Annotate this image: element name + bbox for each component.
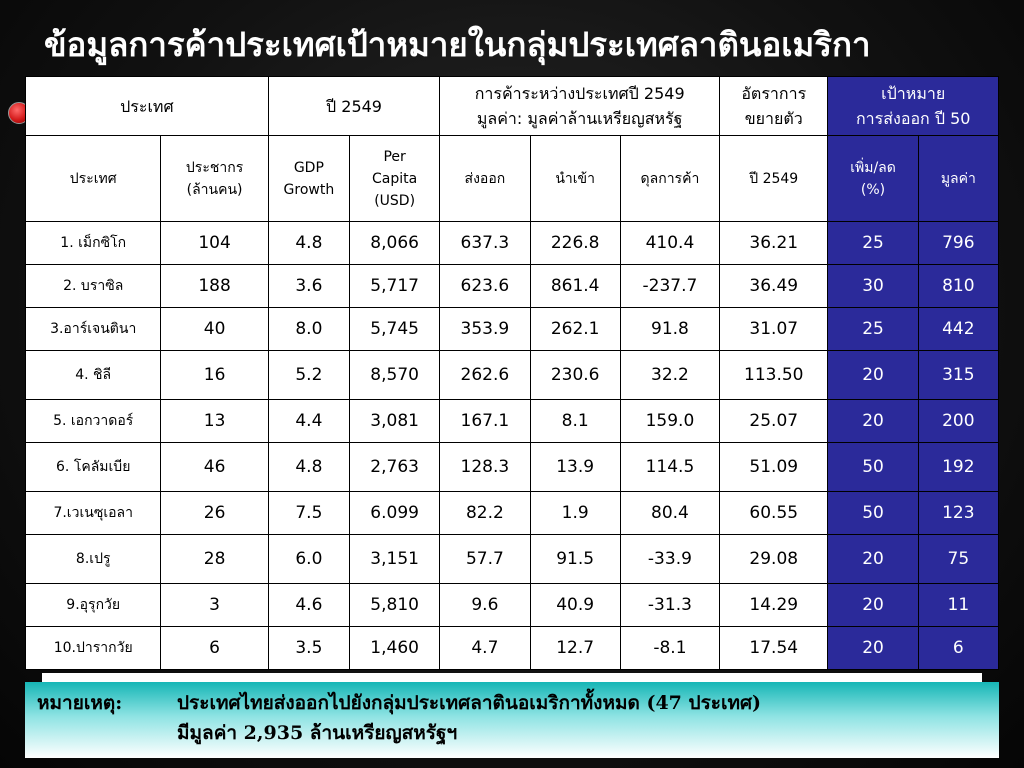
subheader-import <box>530 136 620 222</box>
subheader-per-capita <box>349 136 439 222</box>
export-cell: 9.6 <box>440 584 530 627</box>
gdp-cell: 4.8 <box>268 443 349 492</box>
import-cell: 91.5 <box>530 535 620 584</box>
export-cell: 167.1 <box>440 400 530 443</box>
value-cell: 442 <box>918 308 998 351</box>
per-capita-cell: 3,081 <box>349 400 439 443</box>
country-cell: 5. เอกวาดอร์ <box>26 400 161 443</box>
value-cell: 123 <box>918 492 998 535</box>
export-cell: 637.3 <box>440 222 530 265</box>
country-cell: 8.เปรู <box>26 535 161 584</box>
note-label: หมายเหตุ: <box>37 692 123 714</box>
change-cell: 20 <box>828 351 918 400</box>
subheader-export <box>440 136 530 222</box>
country-cell: 2. บราซิล <box>26 265 161 308</box>
export-cell: 128.3 <box>440 443 530 492</box>
header-target <box>828 77 999 136</box>
population-cell: 46 <box>161 443 268 492</box>
population-cell: 104 <box>161 222 268 265</box>
change-cell: 20 <box>828 584 918 627</box>
header-country <box>26 77 269 136</box>
country-cell: 1. เม็กซิโก <box>26 222 161 265</box>
header-year-label: ปี 2549 <box>326 96 382 116</box>
import-cell: 262.1 <box>530 308 620 351</box>
table-row <box>26 492 999 535</box>
per-capita-cell: 5,810 <box>349 584 439 627</box>
import-cell: 1.9 <box>530 492 620 535</box>
change-cell: 20 <box>828 535 918 584</box>
subheader-gdp-line1: GDP <box>293 159 324 176</box>
header-growth-line2: ขยายตัว <box>744 109 803 128</box>
import-cell: 226.8 <box>530 222 620 265</box>
change-cell: 50 <box>828 443 918 492</box>
change-cell: 30 <box>828 265 918 308</box>
table-row <box>26 265 999 308</box>
balance-cell: 159.0 <box>620 400 719 443</box>
balance-cell: 114.5 <box>620 443 719 492</box>
per-capita-cell: 8,066 <box>349 222 439 265</box>
growth-cell: 31.07 <box>720 308 828 351</box>
subheader-import-label: นำเข้า <box>555 170 595 187</box>
country-cell: 7.เวเนซุเอลา <box>26 492 161 535</box>
import-cell: 230.6 <box>530 351 620 400</box>
subheader-value-label: มูลค่า <box>940 170 976 187</box>
subheader-growth-year-label: ปี 2549 <box>749 170 799 187</box>
population-cell: 16 <box>161 351 268 400</box>
export-cell: 82.2 <box>440 492 530 535</box>
change-cell: 25 <box>828 308 918 351</box>
change-cell: 25 <box>828 222 918 265</box>
subheader-population-line2: (ล้านคน) <box>186 181 243 198</box>
growth-cell: 113.50 <box>720 351 828 400</box>
table-row <box>26 400 999 443</box>
subheader-gdp <box>268 136 349 222</box>
subheader-per-capita-line3: (USD) <box>374 192 416 209</box>
per-capita-cell: 8,570 <box>349 351 439 400</box>
balance-cell: -33.9 <box>620 535 719 584</box>
note-line-1: ประเทศไทยส่งออกไปยังกลุ่มประเทศลาตินอเมริกาทั้งหมด (47 ประเทศ) <box>177 692 762 714</box>
balance-cell: 410.4 <box>620 222 719 265</box>
per-capita-cell: 5,717 <box>349 265 439 308</box>
value-cell: 11 <box>918 584 998 627</box>
header-trade-line2: มูลค่า: มูลค่าล้านเหรียญสหรัฐ <box>476 109 683 128</box>
country-cell: 3.อาร์เจนตินา <box>26 308 161 351</box>
gdp-cell: 4.6 <box>268 584 349 627</box>
population-cell: 40 <box>161 308 268 351</box>
country-cell: 9.อุรุกวัย <box>26 584 161 627</box>
export-cell: 4.7 <box>440 627 530 670</box>
balance-cell: 32.2 <box>620 351 719 400</box>
header-country-label: ประเทศ <box>120 96 174 116</box>
per-capita-cell: 5,745 <box>349 308 439 351</box>
subheader-change-line2: (%) <box>860 181 886 198</box>
population-cell: 13 <box>161 400 268 443</box>
export-cell: 57.7 <box>440 535 530 584</box>
gdp-cell: 3.5 <box>268 627 349 670</box>
balance-cell: -31.3 <box>620 584 719 627</box>
header-year <box>268 77 440 136</box>
growth-cell: 25.07 <box>720 400 828 443</box>
subheader-per-capita-line2: Capita <box>372 170 418 187</box>
table-row <box>26 308 999 351</box>
subheader-population <box>161 136 268 222</box>
header-target-line2: การส่งออก ปี 50 <box>855 109 971 128</box>
per-capita-cell: 2,763 <box>349 443 439 492</box>
table-row <box>26 222 999 265</box>
export-cell: 623.6 <box>440 265 530 308</box>
growth-cell: 17.54 <box>720 627 828 670</box>
value-cell: 315 <box>918 351 998 400</box>
subheader-change-line1: เพิ่ม/ลด <box>850 159 896 176</box>
growth-cell: 36.49 <box>720 265 828 308</box>
header-row-1 <box>26 77 999 136</box>
subheader-export-label: ส่งออก <box>464 170 506 187</box>
value-cell: 192 <box>918 443 998 492</box>
header-trade-line1: การค้าระหว่างประเทศปี 2549 <box>474 84 685 103</box>
table-row <box>26 584 999 627</box>
growth-cell: 60.55 <box>720 492 828 535</box>
gdp-cell: 3.6 <box>268 265 349 308</box>
growth-cell: 14.29 <box>720 584 828 627</box>
balance-cell: -8.1 <box>620 627 719 670</box>
balance-cell: 80.4 <box>620 492 719 535</box>
header-growth <box>720 77 828 136</box>
subheader-gdp-line2: Growth <box>283 181 335 198</box>
population-cell: 6 <box>161 627 268 670</box>
gdp-cell: 4.4 <box>268 400 349 443</box>
per-capita-cell: 1,460 <box>349 627 439 670</box>
value-cell: 796 <box>918 222 998 265</box>
subheader-change <box>828 136 918 222</box>
value-cell: 200 <box>918 400 998 443</box>
subheader-country-label: ประเทศ <box>69 170 117 187</box>
subheader-population-line1: ประชากร <box>185 159 244 176</box>
gdp-cell: 5.2 <box>268 351 349 400</box>
subheader-growth-year <box>720 136 828 222</box>
import-cell: 8.1 <box>530 400 620 443</box>
population-cell: 188 <box>161 265 268 308</box>
table-row <box>26 535 999 584</box>
change-cell: 50 <box>828 492 918 535</box>
gdp-cell: 8.0 <box>268 308 349 351</box>
subheader-balance <box>620 136 719 222</box>
note-line-2: มีมูลค่า 2,935 ล้านเหรียญสหรัฐฯ <box>177 722 458 744</box>
table-row <box>26 351 999 400</box>
growth-cell: 29.08 <box>720 535 828 584</box>
import-cell: 13.9 <box>530 443 620 492</box>
balance-cell: -237.7 <box>620 265 719 308</box>
population-cell: 26 <box>161 492 268 535</box>
country-cell: 4. ชิลี <box>26 351 161 400</box>
header-target-line1: เป้าหมาย <box>881 84 946 103</box>
country-cell: 6. โคลัมเบีย <box>26 443 161 492</box>
slide-title: ข้อมูลการค้าประเทศเป้าหมายในกลุ่มประเทศลาตินอเมริกา <box>44 25 871 64</box>
import-cell: 12.7 <box>530 627 620 670</box>
subheader-country <box>26 136 161 222</box>
import-cell: 861.4 <box>530 265 620 308</box>
country-cell: 10.ปารากวัย <box>26 627 161 670</box>
value-cell: 75 <box>918 535 998 584</box>
table-row <box>26 627 999 670</box>
export-cell: 262.6 <box>440 351 530 400</box>
import-cell: 40.9 <box>530 584 620 627</box>
subheader-per-capita-line1: Per <box>383 148 406 165</box>
growth-cell: 51.09 <box>720 443 828 492</box>
subheader-balance-label: ดุลการค้า <box>640 170 700 187</box>
export-cell: 353.9 <box>440 308 530 351</box>
population-cell: 28 <box>161 535 268 584</box>
value-cell: 810 <box>918 265 998 308</box>
change-cell: 20 <box>828 400 918 443</box>
note-box <box>25 682 999 758</box>
subheader-value <box>918 136 998 222</box>
gdp-cell: 6.0 <box>268 535 349 584</box>
growth-cell: 36.21 <box>720 222 828 265</box>
gdp-cell: 7.5 <box>268 492 349 535</box>
header-trade <box>440 77 720 136</box>
header-row-2 <box>26 136 999 222</box>
per-capita-cell: 3,151 <box>349 535 439 584</box>
header-growth-line1: อัตราการ <box>741 84 807 103</box>
population-cell: 3 <box>161 584 268 627</box>
change-cell: 20 <box>828 627 918 670</box>
gdp-cell: 4.8 <box>268 222 349 265</box>
trade-table <box>25 76 999 670</box>
per-capita-cell: 6.099 <box>349 492 439 535</box>
value-cell: 6 <box>918 627 998 670</box>
table-row <box>26 443 999 492</box>
balance-cell: 91.8 <box>620 308 719 351</box>
